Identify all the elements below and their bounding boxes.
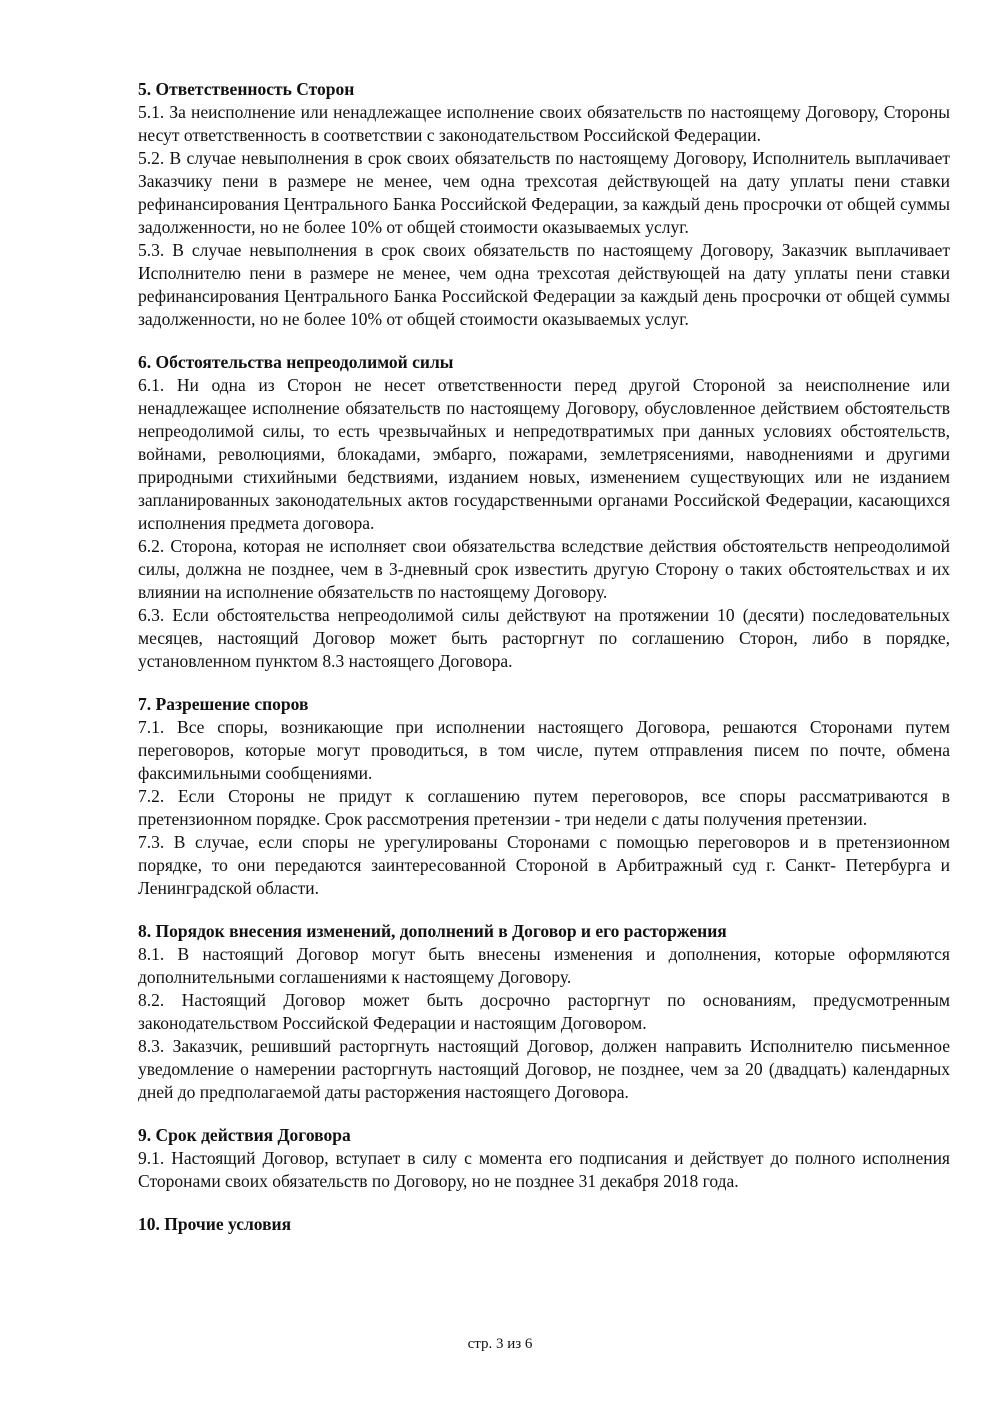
paragraph: 6.2. Сторона, которая не исполняет свои обязательства вследствие действия обстоятельств непреодолимой силы, должна не позднее, чем в 3-дневный срок известить другую Сторону о таких обстоятельствах и их влиянии на исполнение обязательств по настоящему Договору. xyxy=(138,536,950,602)
paragraph: 8.1. В настоящий Договор могут быть внесены изменения и дополнения, которые оформляются дополнительными соглашениями к настоящему Договору. xyxy=(138,944,950,987)
paragraph: 7.3. В случае, если споры не урегулированы Сторонами с помощью переговоров и в претензионном порядке, то они передаются заинтересованной Стороной в Арбитражный суд г. Санкт- Петербурга и Ленинградской области. xyxy=(138,832,950,898)
section-title: 8. Порядок внесения изменений, дополнений в Договор и его расторжения xyxy=(138,921,727,941)
paragraph: 6.1. Ни одна из Сторон не несет ответственности перед другой Стороной за неисполнение или ненадлежащее исполнение обязательств по настоящему Договору, обусловленное действием обстоятельств непреодолимой силы, то есть чрезвычайных и непредотвратимых при данных условиях обстоятельств, войнами, революциями, блокадами, эмбарго, пожарами, землетрясениями, наводнениями и другими природными стихийными бедствиями, изданием новых, изменением существующих или не изданием запланированных законодательных актов государственными органами Российской Федерации, касающихся исполнения предмета договора. xyxy=(138,375,950,533)
section-liability xyxy=(138,78,950,331)
paragraph: 6.3. Если обстоятельства непреодолимой силы действуют на протяжении 10 (десяти) последовательных месяцев, настоящий Договор может быть расторгнут по соглашению Сторон, либо в порядке, установленном пунктом 8.3 настоящего Договора. xyxy=(138,605,950,671)
section-title: 5. Ответственность Сторон xyxy=(138,79,355,99)
section-title: 7. Разрешение споров xyxy=(138,694,309,714)
section-force-majeure xyxy=(138,351,950,673)
paragraph: 5.2. В случае невыполнения в срок своих обязательств по настоящему Договору, Исполнитель выплачивает Заказчику пени в размере не менее, чем одна трехсотая действующей на дату уплаты пени ставки рефинансирования Центрального Банка Российской Федерации, за каждый день просрочки от общей суммы задолженности, но не более 10% от общей стоимости оказываемых услуг. xyxy=(138,148,950,237)
section-other-terms xyxy=(138,1213,950,1236)
section-amendments xyxy=(138,920,950,1104)
section-title: 9. Срок действия Договора xyxy=(138,1125,351,1145)
section-term xyxy=(138,1124,950,1193)
paragraph: 8.2. Настоящий Договор может быть досрочно расторгнут по основаниям, предусмотренным законодательством Российской Федерации и настоящим Договором. xyxy=(138,990,950,1033)
page-number: стр. 3 из 6 xyxy=(467,1336,533,1352)
section-title: 6. Обстоятельства непреодолимой силы xyxy=(138,352,454,372)
section-title: 10. Прочие условия xyxy=(138,1214,292,1234)
document-page xyxy=(138,78,950,1256)
paragraph: 7.2. Если Стороны не придут к соглашению путем переговоров, все споры рассматриваются в претензионном порядке. Срок рассмотрения претензии - три недели с даты получения претензии. xyxy=(138,786,950,829)
paragraph: 8.3. Заказчик, решивший расторгнуть настоящий Договор, должен направить Исполнителю письменное уведомление о намерении расторгнуть настоящий Договор, не позднее, чем за 20 (двадцать) календарных дней до предполагаемой даты расторжения настоящего Договора. xyxy=(138,1036,950,1102)
paragraph: 9.1. Настоящий Договор, вступает в силу с момента его подписания и действует до полного исполнения Сторонами своих обязательств по Договору, но не позднее 31 декабря 2018 года. xyxy=(138,1148,950,1191)
section-disputes xyxy=(138,693,950,900)
page-footer xyxy=(0,1336,1000,1353)
paragraph: 7.1. Все споры, возникающие при исполнении настоящего Договора, решаются Сторонами путем переговоров, которые могут проводиться, в том числе, путем отправления писем по почте, обмена факсимильными сообщениями. xyxy=(138,717,950,783)
paragraph: 5.1. За неисполнение или ненадлежащее исполнение своих обязательств по настоящему Договору, Стороны несут ответственность в соответствии с законодательством Российской Федерации. xyxy=(138,102,950,145)
paragraph: 5.3. В случае невыполнения в срок своих обязательств по настоящему Договору, Заказчик выплачивает Исполнителю пени в размере не менее, чем одна трехсотая действующей на дату уплаты пени ставки рефинансирования Центрального Банка Российской Федерации за каждый день просрочки от общей суммы задолженности, но не более 10% от общей стоимости оказываемых услуг. xyxy=(138,240,950,329)
